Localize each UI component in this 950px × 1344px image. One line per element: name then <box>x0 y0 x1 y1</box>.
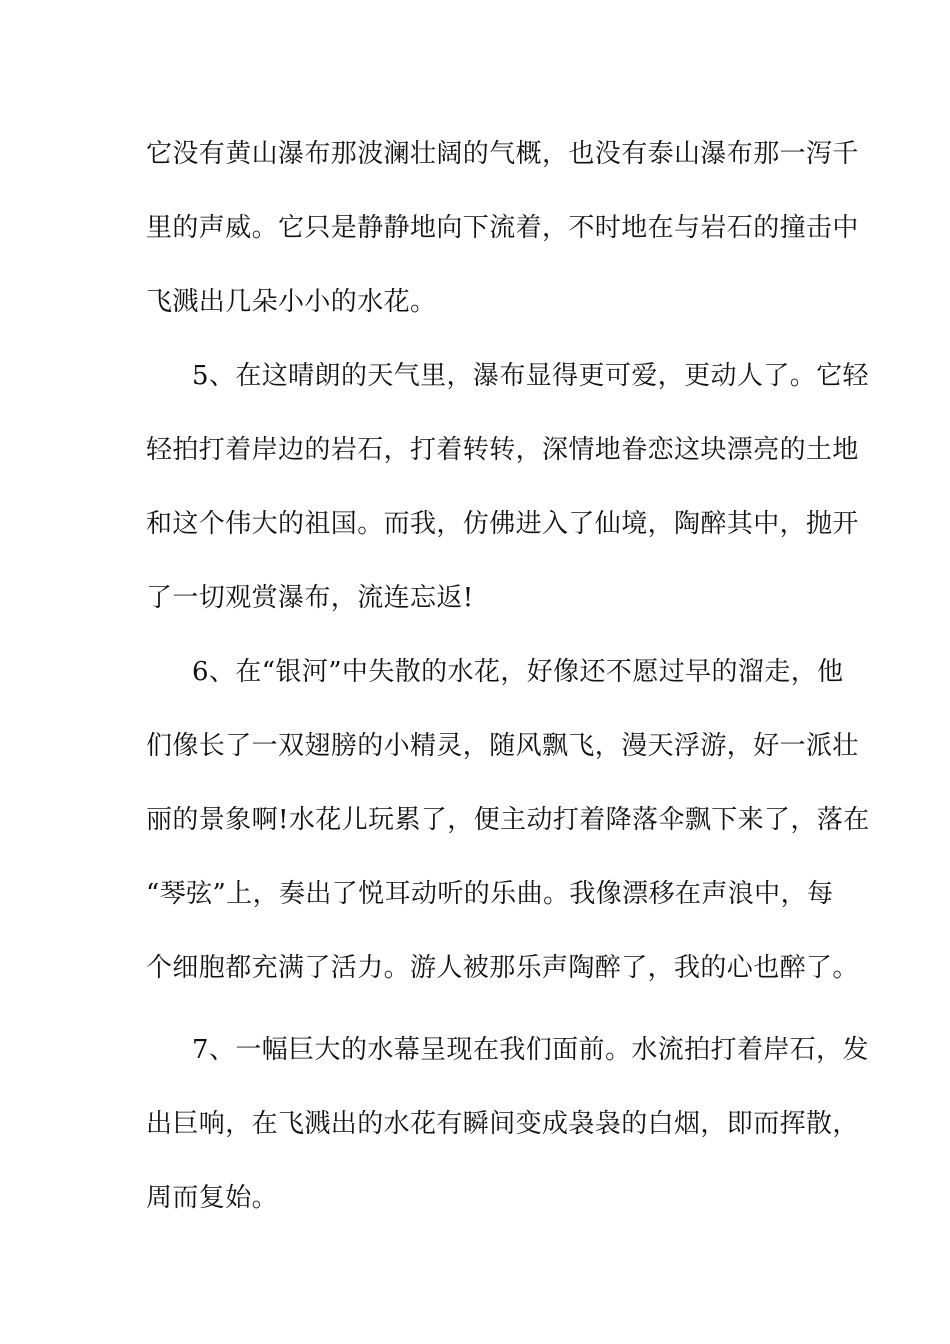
text-line: 们像长了一双翅膀的小精灵，随风飘飞，漫天浮游，好一派壮 <box>146 731 859 761</box>
text-line: “琴弦”上，奏出了悦耳动听的乐曲。我像漂移在声浪中，每 <box>146 879 834 909</box>
text-line: 和这个伟大的祖国。而我，仿佛进入了仙境，陶醉其中，抛开 <box>146 509 859 539</box>
text-line: 轻拍打着岸边的岩石，打着转转，深情地眷恋这块漂亮的土地 <box>146 435 859 465</box>
text-line: 丽的景象啊!水花儿玩累了，便主动打着降落伞飘下来了，落在 <box>146 805 870 835</box>
text-line: 飞溅出几朵小小的水花。 <box>146 287 437 317</box>
text-line: 周而复始。 <box>146 1183 279 1213</box>
text-line: 里的声威。它只是静静地向下流着，不时地在与岩石的撞击中 <box>146 213 859 243</box>
text-line: 出巨响，在飞溅出的水花有瞬间变成袅袅的白烟，即而挥散， <box>146 1109 859 1139</box>
text-line: 个细胞都充满了活力。游人被那乐声陶醉了，我的心也醉了。 <box>146 953 859 983</box>
text-line: 5、在这晴朗的天气里，瀑布显得更可爱，更动人了。它轻 <box>192 361 869 391</box>
text-line: 它没有黄山瀑布那波澜壮阔的气概，也没有泰山瀑布那一泻千 <box>146 139 859 169</box>
text-line: 7、一幅巨大的水幕呈现在我们面前。水流拍打着岸石，发 <box>192 1035 869 1065</box>
text-line: 了一切观赏瀑布，流连忘返! <box>146 583 474 613</box>
text-line: 6、在“银河”中失散的水花，好像还不愿过早的溜走，他 <box>192 657 844 687</box>
